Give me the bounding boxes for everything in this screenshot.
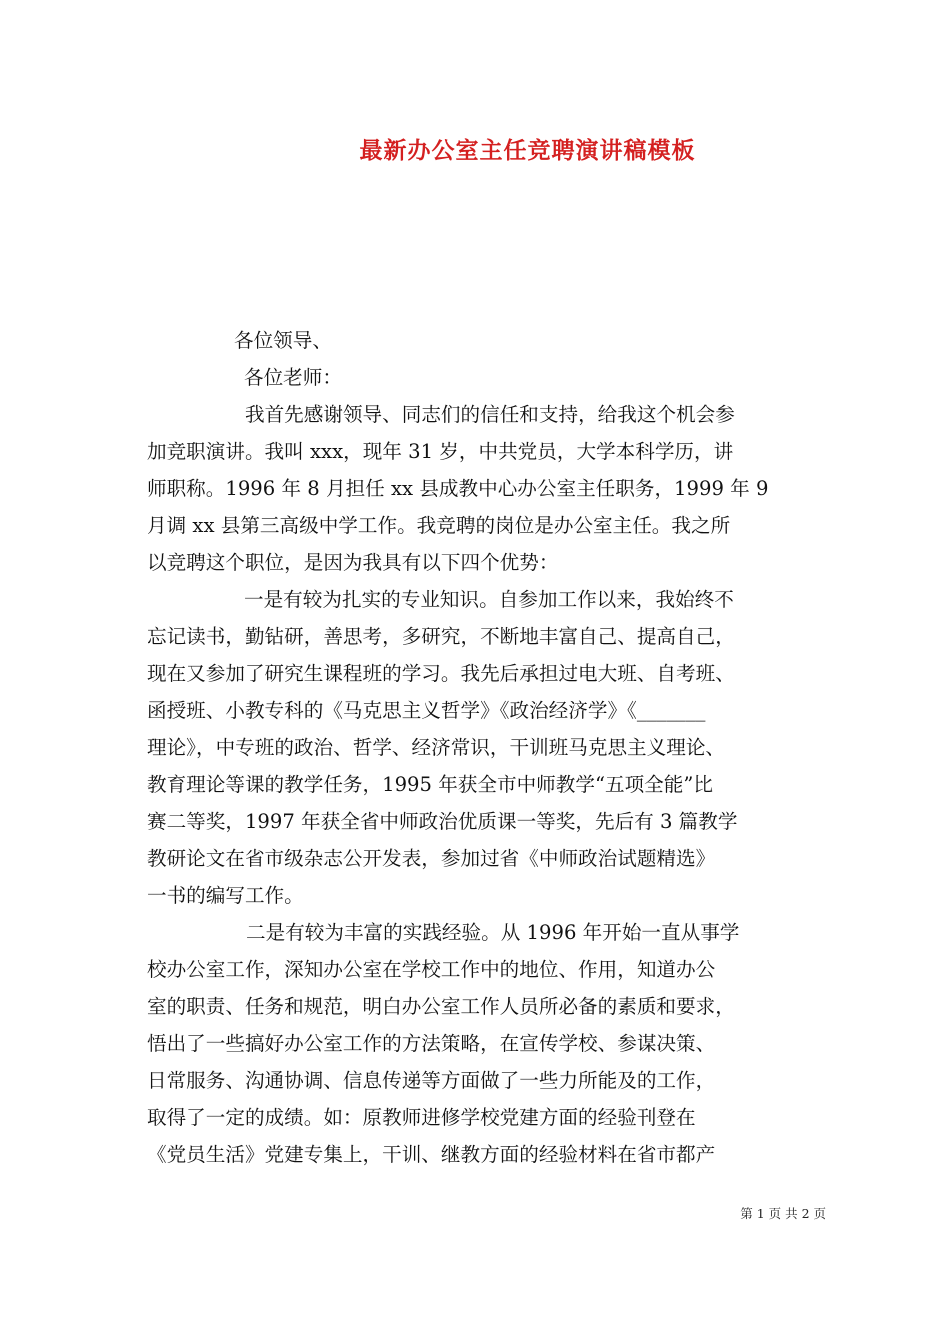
greeting-line-2: 各位老师： <box>244 366 342 389</box>
paragraph-line: 函授班、小教专科的《马克思主义哲学》《政治经济学》《_______ <box>147 699 706 722</box>
paragraph-line: 日常服务、沟通协调、信息传递等方面做了一些力所能及的工作， <box>147 1069 716 1092</box>
document-title: 最新办公室主任竞聘演讲稿模板 <box>359 137 696 164</box>
paragraph-line: 月调 xx 县第三高级中学工作。我竞聘的岗位是办公室主任。我之所 <box>147 514 731 537</box>
greeting-line-1: 各位领导、 <box>234 329 332 352</box>
paragraph-line: 一是有较为扎实的专业知识。自参加工作以来，我始终不 <box>244 588 734 611</box>
paragraph-line: 室的职责、任务和规范，明白办公室工作人员所必备的素质和要求， <box>147 995 735 1018</box>
paragraph-line: 二是有较为丰富的实践经验。从 1996 年开始一直从事学 <box>246 921 740 944</box>
paragraph-line: 理论》，中专班的政治、哲学、经济常识，干训班马克思主义理论、 <box>147 736 726 759</box>
paragraph-line: 忘记读书，勤钻研，善思考，多研究，不断地丰富自己、提高自己， <box>147 625 735 648</box>
paragraph-line: 取得了一定的成绩。如：原教师进修学校党建方面的经验刊登在 <box>147 1106 696 1129</box>
paragraph-line: 一书的编写工作。 <box>147 884 304 907</box>
page-footer: 第 1 页 共 2 页 <box>740 1206 826 1221</box>
paragraph-line: 教育理论等课的教学任务，1995 年获全市中师教学“五项全能”比 <box>147 773 713 796</box>
paragraph-line: 赛二等奖，1997 年获全省中师政治优质课一等奖，先后有 3 篇教学 <box>147 810 738 833</box>
paragraph-line: 师职称。1996 年 8 月担任 xx 县成教中心办公室主任职务，1999 年 9 <box>147 477 769 500</box>
paragraph-line: 加竞职演讲。我叫 xxx，现年 31 岁，中共党员，大学本科学历，讲 <box>147 440 734 463</box>
paragraph-line: 悟出了一些搞好办公室工作的方法策略，在宣传学校、参谋决策、 <box>147 1032 716 1055</box>
paragraph-line: 《党员生活》党建专集上，干训、继教方面的经验材料在省市都产 <box>147 1143 716 1166</box>
paragraph-line: 以竞聘这个职位，是因为我具有以下四个优势： <box>147 551 559 574</box>
paragraph-line: 现在又参加了研究生课程班的学习。我先后承担过电大班、自考班、 <box>147 662 735 685</box>
paragraph-line: 我首先感谢领导、同志们的信任和支持，给我这个机会参 <box>245 403 735 426</box>
paragraph-line: 教研论文在省市级杂志公开发表，参加过省《中师政治试题精选》 <box>147 847 716 870</box>
paragraph-line: 校办公室工作，深知办公室在学校工作中的地位、作用，知道办公 <box>147 958 716 981</box>
